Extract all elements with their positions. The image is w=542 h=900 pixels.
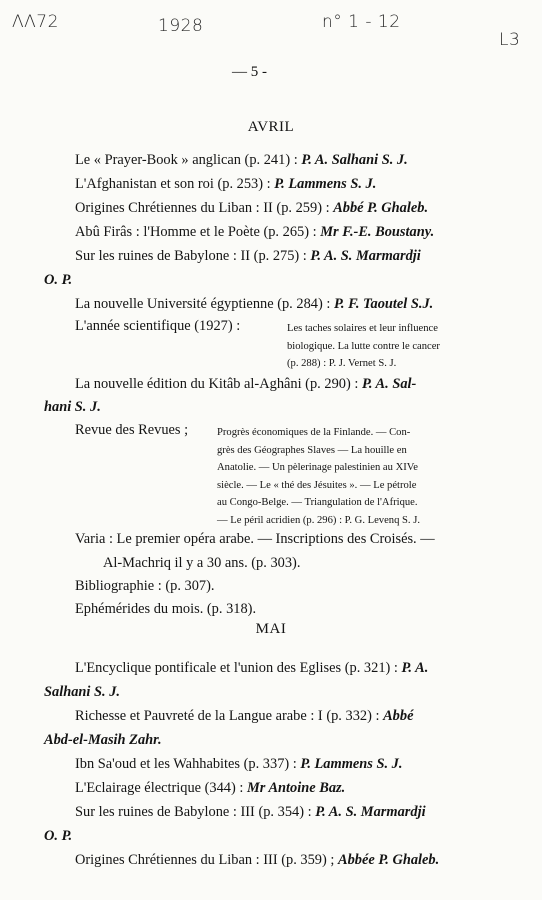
handwritten-issues: n° 1 - 12 — [322, 12, 401, 32]
detail-line: biologique. La lutte contre le cancer — [287, 340, 440, 352]
entry-author: P. A. — [401, 660, 429, 676]
detail-line: — Le péril acridien (p. 296) : P. G. Levenq S. J. — [217, 514, 421, 526]
toc-entry: Bibliographie : (p. 307). — [75, 578, 215, 594]
entry-detail — [217, 424, 420, 529]
entry-title: L'Afghanistan et son roi (p. 253) : — [75, 176, 275, 192]
toc-entry — [75, 660, 428, 677]
entry-label: Revue des Revues ; — [75, 422, 189, 438]
toc-entry — [75, 224, 434, 241]
toc-entry — [75, 852, 439, 869]
entry-title: La nouvelle édition du Kitâb al-Aghâni (p. 290) : — [75, 376, 362, 392]
entry-author: P. A. Sal- — [361, 376, 417, 392]
entry-title: Ibn Sa'oud et les Wahhabites (p. 337) : — [75, 756, 301, 772]
entry-title: Richesse et Pauvreté de la Langue arabe : I (p. 332) : — [75, 708, 384, 724]
toc-entry — [75, 780, 345, 797]
entry-author: P. A. Salhani S. J. — [301, 152, 408, 168]
entry-title: La nouvelle Université égyptienne (p. 284) : — [75, 296, 334, 312]
entry-continuation: O. P. — [44, 828, 73, 844]
toc-entry — [75, 176, 376, 193]
handwritten-mark: L3 — [499, 30, 521, 50]
toc-entry — [75, 200, 428, 217]
entry-continuation: Al-Machriq il y a 30 ans. (p. 303). — [103, 555, 301, 571]
entry-author: P. A. S. Marmardji — [315, 804, 426, 820]
handwritten-year: 1928 — [158, 16, 204, 36]
detail-line: Anatolie. — Un pèlerinage palestinien au XIVe — [217, 462, 418, 473]
entry-detail — [287, 320, 440, 373]
entry-continuation: Abd-el-Masih Zahr. — [44, 732, 162, 748]
toc-entry — [75, 152, 408, 169]
entry-title: Abû Firâs : l'Homme et le Poète (p. 265) : — [75, 224, 321, 240]
entry-author: P. Lammens S. J. — [274, 176, 377, 192]
entry-continuation: hani S. J. — [44, 399, 101, 415]
toc-entry: Ephémérides du mois. (p. 318). — [75, 601, 257, 617]
entry-author: P. Lammens S. J. — [300, 756, 403, 772]
handwritten-reference: ΛΛ72 — [12, 12, 59, 32]
section-title-mai: MAI — [255, 621, 287, 637]
entry-author: Abbée P. Ghaleb. — [337, 852, 440, 868]
page-number: — 5 - — [232, 64, 267, 80]
entry-title: L'Eclairage électrique (344) : — [75, 780, 247, 796]
toc-entry — [75, 708, 413, 725]
toc-entry — [75, 248, 421, 265]
detail-line: grès des Géographes Slaves — La houille en — [217, 444, 407, 456]
entry-title: Le « Prayer-Book » anglican (p. 241) : — [75, 152, 302, 168]
detail-line: Progrès économiques de la Finlande. — Con- — [217, 427, 411, 438]
entry-continuation: O. P. — [44, 272, 73, 288]
entry-title: Origines Chrétiennes du Liban : II (p. 259) : — [75, 200, 334, 216]
entry-author: Mr Antoine Baz. — [247, 780, 346, 796]
toc-entry — [75, 296, 433, 313]
entry-title: Sur les ruines de Babylone : II (p. 275) : — [75, 248, 311, 264]
entry-author: Mr F.-E. Boustany. — [320, 224, 435, 240]
entry-author: P. A. S. Marmardji — [310, 248, 421, 264]
detail-line: Les taches solaires et leur influence — [287, 323, 438, 334]
entry-title: L'Encyclique pontificale et l'union des Eglises (p. 321) : — [75, 660, 402, 676]
detail-line: (p. 288) : P. J. Vernet S. J. — [287, 358, 397, 369]
toc-entry — [75, 804, 426, 821]
entry-continuation: Salhani S. J. — [44, 684, 120, 700]
entry-title: Sur les ruines de Babylone : III (p. 354) : — [75, 804, 316, 820]
entry-label: L'année scientifique (1927) : — [75, 318, 241, 334]
entry-title: Origines Chrétiennes du Liban : III (p. 359) ; — [75, 852, 338, 868]
entry-author: P. F. Taoutel S.J. — [333, 296, 434, 312]
toc-entry — [75, 756, 402, 773]
detail-line: siècle. — Le « thé des Jésuites ». — Le pétrole — [217, 479, 417, 491]
detail-line: au Congo-Belge. — Triangulation de l'Afrique. — [217, 497, 418, 508]
section-title-avril: AVRIL — [247, 119, 295, 135]
entry-author: Abbé — [383, 708, 414, 724]
entry-author: Abbé P. Ghaleb. — [333, 200, 429, 216]
toc-entry — [75, 376, 416, 393]
toc-entry: Varia : Le premier opéra arabe. — Inscriptions des Croisés. — — [75, 531, 435, 547]
